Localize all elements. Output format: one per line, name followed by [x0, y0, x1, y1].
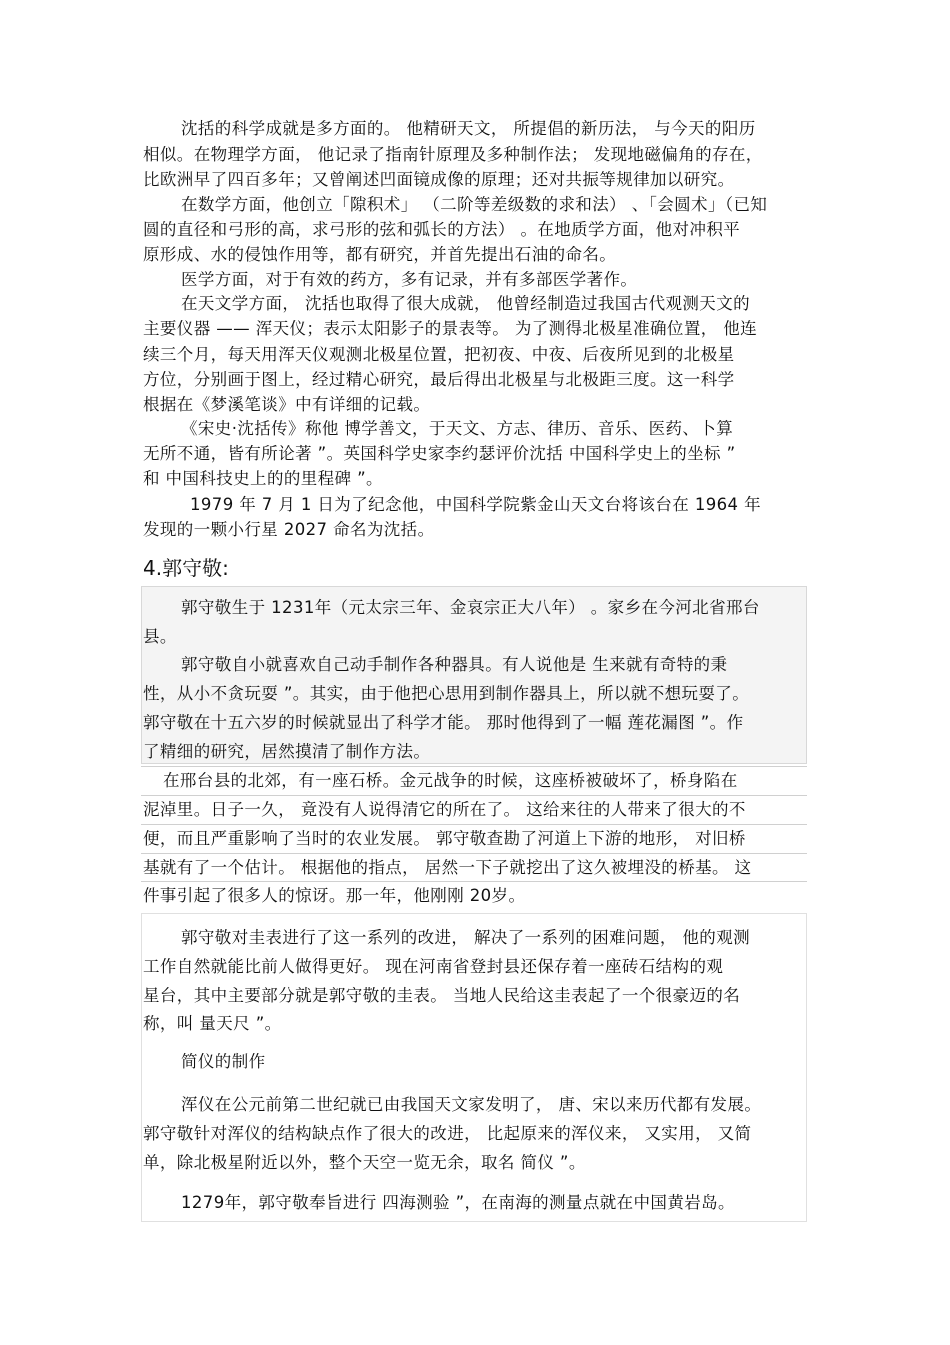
para-line: 医学方面，对于有效的药方，多有记录，并有多部医学著作。 [181, 270, 638, 289]
para-line: 单，除北极星附近以外，整个天空一览无余，取名 简仪 ”。 [143, 1153, 586, 1172]
para-line: 1279年，郭守敬奉旨进行 四海测验 ”，在南海的测量点就在中国黄岩岛。 [181, 1193, 735, 1212]
para-line: 泥淖里。日子一久， 竟没有人说得清它的所在了。 这给来往的人带来了很大的不 [143, 800, 746, 819]
para-line: 比欧洲早了四百多年；又曾阐述凹面镜成像的原理；还对共振等规律加以研究。 [143, 170, 735, 189]
divider [141, 853, 807, 854]
para-line: 称，叫 量天尺 ”。 [143, 1014, 282, 1033]
para-line: 基就有了一个估计。 根据他的指点， 居然一下子就挖出了这久被埋没的桥基。 这 [143, 858, 752, 877]
para-line: 在邢台县的北郊，有一座石桥。金元战争的时候，这座桥被破坏了，桥身陷在 [163, 771, 738, 790]
para-line: 郭守敬生于 1231年（元太宗三年、金哀宗正大八年） 。家乡在今河北省邢台 [181, 598, 760, 617]
para-line: 郭守敬针对浑仪的结构缺点作了很大的改进， 比起原来的浑仪来， 又实用， 又简 [143, 1124, 752, 1143]
divider [141, 824, 807, 825]
para-line: 主要仪器 —— 浑天仪；表示太阳影子的景表等。 为了测得北极星准确位置， 他连 [143, 319, 758, 338]
para-line: 圆的直径和弓形的高，求弓形的弦和弧长的方法） 。在地质学方面，他对冲积平 [143, 220, 741, 239]
para-line: 《宋史·沈括传》称他 博学善文，于天文、方志、律历、音乐、医药、卜算 [181, 419, 734, 438]
divider [141, 795, 807, 796]
para-line: 根据在《梦溪笔谈》中有详细的记载。 [143, 395, 431, 414]
para-line: 浑仪在公元前第二世纪就已由我国天文家发明了， 唐、宋以来历代都有发展。 [181, 1095, 762, 1114]
para-line: 1979 年 7 月 1 日为了纪念他，中国科学院紫金山天文台将该台在 1964 年 [190, 495, 761, 514]
section-heading: 4.郭守敬: [143, 556, 229, 580]
para-line: 在天文学方面， 沈括也取得了很大成就， 他曾经制造过我国古代观测天文的 [181, 294, 750, 313]
para-line: 件事引起了很多人的惊讶。那一年，他刚刚 20岁。 [143, 886, 526, 905]
para-line: 了精细的研究，居然摸清了制作方法。 [143, 742, 431, 761]
para-line: 郭守敬在十五六岁的时候就显出了科学才能。 那时他得到了一幅 莲花漏图 ”。作 [143, 713, 744, 732]
para-line: 郭守敬对圭表进行了这一系列的改进， 解决了一系列的困难问题， 他的观测 [181, 928, 750, 947]
para-line: 工作自然就能比前人做得更好。 现在河南省登封县还保存着一座砖石结构的观 [143, 957, 724, 976]
para-line: 原形成、水的侵蚀作用等，都有研究，并首先提出石油的命名。 [143, 245, 617, 264]
para-line: 星台，其中主要部分就是郭守敬的圭表。 当地人民给这圭表起了一个很豪迈的名 [143, 986, 741, 1005]
para-line: 便，而且严重影响了当时的农业发展。 郭守敬查勘了河道上下游的地形， 对旧桥 [143, 829, 746, 848]
divider [141, 881, 807, 882]
divider [141, 766, 807, 767]
para-line: 和 中国科技史上的的里程碑 ”。 [143, 469, 383, 488]
para-line: 县。 [143, 627, 177, 646]
para-line: 在数学方面，他创立「隙积术」 （二阶等差级数的求和法） 、「会圆术」（已知 [181, 195, 768, 214]
para-line: 无所不通，皆有所论著 ”。英国科学史家李约瑟评价沈括 中国科学史上的坐标 ” [143, 444, 736, 463]
para-line: 沈括的科学成就是多方面的。 他精研天文， 所提倡的新历法， 与今天的阳历 [181, 119, 756, 138]
para-line: 性，从小不贪玩耍 ”。其实，由于他把心思用到制作器具上，所以就不想玩耍了。 [143, 684, 750, 703]
para-line: 方位，分别画于图上，经过精心研究，最后得出北极星与北极距三度。这一科学 [143, 370, 735, 389]
para-line: 发现的一颗小行星 2027 命名为沈括。 [143, 520, 435, 539]
para-line: 相似。在物理学方面， 他记录了指南针原理及多种制作法； 发现地磁偏角的存在， [143, 145, 763, 164]
para-line: 续三个月，每天用浑天仪观测北极星位置，把初夜、中夜、后夜所见到的北极星 [143, 345, 735, 364]
subheading: 简仪的制作 [181, 1052, 266, 1071]
para-line: 郭守敬自小就喜欢自己动手制作各种器具。有人说他是 生来就有奇特的秉 [181, 655, 728, 674]
